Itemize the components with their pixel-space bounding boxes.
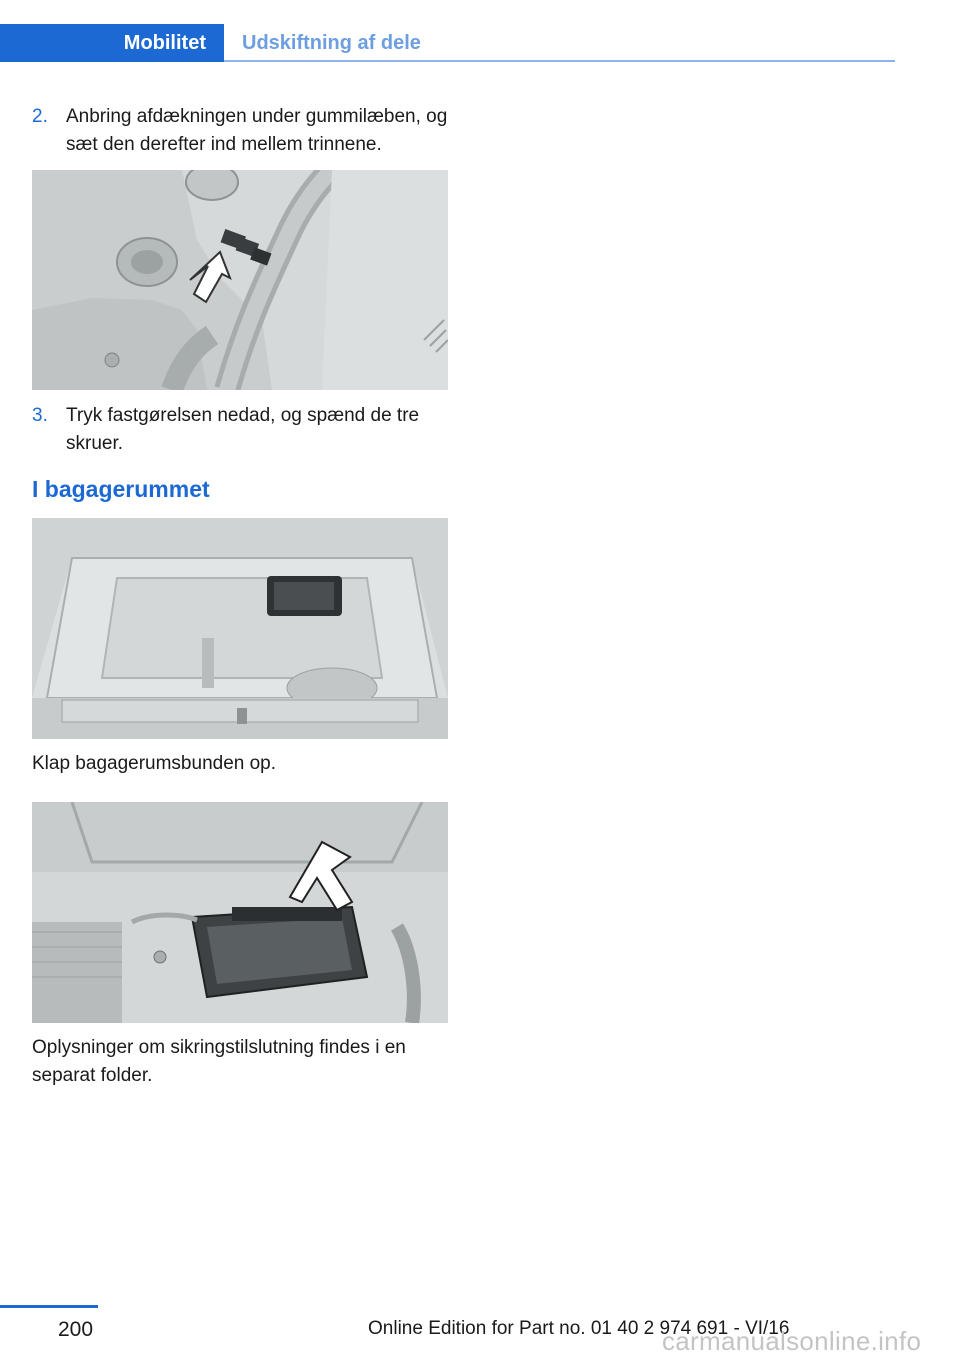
edition-note: Online Edition for Part no. 01 40 2 974 691 - VI/16 (368, 1318, 790, 1339)
header-divider (224, 60, 895, 62)
cover-placement-illustration (32, 170, 448, 390)
figure-cover-placement (32, 170, 448, 390)
header-tab-mobilitet: Mobilitet (0, 24, 224, 62)
step-text: Tryk fastgørelsen nedad, og spænd de tre skruer. (66, 405, 420, 454)
section-heading: I bagagerummet (32, 476, 210, 502)
page-header (0, 24, 895, 62)
watermark: carmanualsonline.info (662, 1326, 922, 1356)
step-3 (32, 402, 452, 458)
step-text: Anbring afdækningen under gummilæben, og sæt den derefter ind mellem trinnene. (66, 106, 448, 155)
step-number: 2. (32, 106, 48, 127)
fuse-info-text: Oplysninger om sikringstilslutning findes i en separat folder. (32, 1037, 406, 1086)
open-floor-instruction: Klap bagagerumsbunden op. (32, 753, 277, 774)
step-number: 3. (32, 405, 48, 426)
step-2 (32, 103, 452, 159)
page-number: 200 (58, 1318, 94, 1341)
figure-luggage-compartment (32, 518, 448, 739)
footer-rule (0, 1305, 98, 1308)
header-tab-udskiftning: Udskiftning af dele (242, 32, 421, 54)
fuse-box-illustration (32, 802, 448, 1023)
figure-fuse-box (32, 802, 448, 1023)
luggage-compartment-illustration (32, 518, 448, 739)
